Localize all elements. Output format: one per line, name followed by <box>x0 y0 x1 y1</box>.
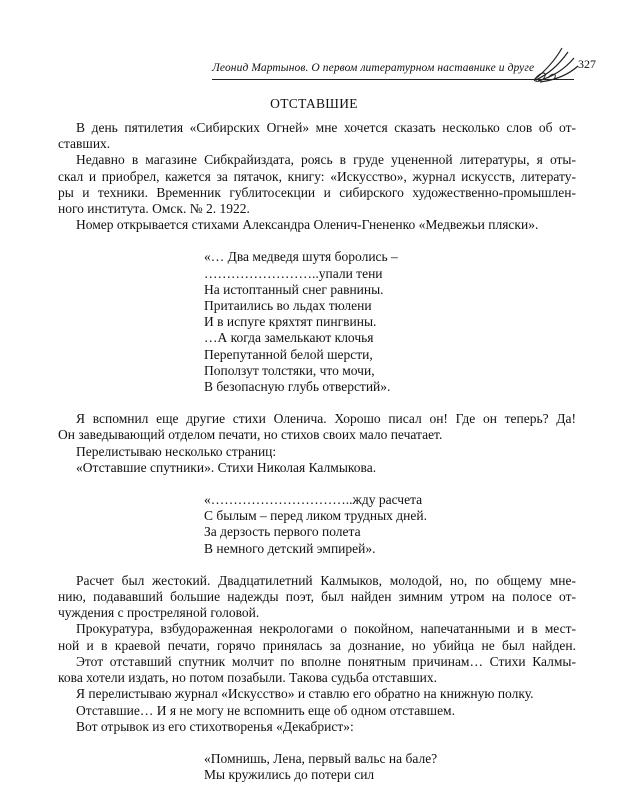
text-line: Перелистываю несколько страниц: <box>76 443 277 459</box>
verse-line: Перепутанной белой шерсти, <box>204 346 373 362</box>
text-line: В день пятилетия «Сибирских Огней» мне хочется сказать несколько слов об от- <box>76 120 576 135</box>
text-line: Расчет был жестокий. Двадцатилетний Калмыков, молодой, но, по общему мне- <box>76 572 576 588</box>
text-line: чуждения с простреляной головой. <box>58 605 260 621</box>
page-number: 327 <box>578 57 596 71</box>
stanza-gap <box>58 233 576 249</box>
text-line: Этот отставший спутник молчит по вполне понятным причинам… Стихи Калмы- <box>76 653 576 669</box>
text-line: нию, подававший большие надежды поэт, был найден зимним утром на полосе от- <box>58 589 576 605</box>
verse-line: ……………………..упали тени <box>204 265 383 281</box>
running-title: Леонид Мартынов. О первом литературном наставнике и друге <box>212 62 535 74</box>
text-line: Отставшие… И я не могу не вспомнить еще об одном отставшем. <box>76 702 455 718</box>
stanza-gap <box>58 476 576 492</box>
verse-line: «Помнишь, Лена, первый вальс на бале? <box>204 750 438 766</box>
article-body <box>58 120 576 783</box>
verse-line: …А когда замелькают клочья <box>204 330 374 346</box>
header-rule <box>212 79 574 80</box>
text-line: Я вспомнил еще другие стихи Оленича. Хорошо писал он! Где он теперь? Да! <box>76 411 576 427</box>
verse-line: Притаились во льдах тюлени <box>204 298 372 314</box>
verse-line: Поползут толстяки, что мочи, <box>204 362 375 378</box>
text-line: Недавно в магазине Сибкрайиздата, роясь в груде уцененной литературы, я оты- <box>76 152 576 168</box>
verse-line: В безопасную глубь отверстий». <box>204 379 391 395</box>
text-line: Вот отрывок из его стихотворенья «Декабрист»: <box>76 718 354 734</box>
text-line: Прокуратура, взбудораженная некрологами о покойном, напечатанными и в мест- <box>76 621 576 637</box>
text-line: ры и техники. Временник гублитосекции и сибирского художественно-промышлен- <box>58 184 576 200</box>
stanza-gap <box>58 557 576 573</box>
verse-line: «…………………………..жду расчета <box>204 492 423 508</box>
stanza-gap <box>58 735 576 751</box>
article-title: ОТСТАВШИЕ <box>270 96 358 111</box>
text-line: ной и в краевой печати, горячо принялась за дознание, но убийца не был найден. <box>58 637 576 653</box>
verse-line: За дерзость первого полета <box>204 524 361 540</box>
text-line: ставших. <box>58 136 111 152</box>
verse-line: «… Два медведя шутя боролись – <box>204 249 398 265</box>
verse-line: В немного детский эмпирей». <box>204 540 376 556</box>
verse-line: И в испуге кряхтят пингвины. <box>204 314 377 330</box>
swirl-ornament-icon <box>532 42 582 84</box>
verse-line: С былым – перед ликом трудных дней. <box>204 508 427 524</box>
verse-line: Мы кружились до потери сил <box>204 767 375 783</box>
text-line: Он заведывающий отделом печати, но стихов своих мало печатает. <box>58 427 443 443</box>
text-line: скал и приобрел, кажется за пятачок, книгу: «Искусство», журнал искусств, литерату- <box>58 168 576 184</box>
text-line: «Отставшие спутники». Стихи Николая Калмыкова. <box>76 459 377 475</box>
verse-line: На истоптанный снег равнины. <box>204 281 384 297</box>
text-line: Я перелистываю журнал «Искусство» и ставлю его обратно на книжную полку. <box>76 686 534 702</box>
text-line: ного института. Омск. № 2. 1922. <box>58 201 250 217</box>
text-line: Номер открывается стихами Александра Оленич-Гнененко «Медвежьи пляски». <box>76 217 539 233</box>
stanza-gap <box>58 395 576 411</box>
text-line: кова хотели издать, но потом позабыли. Такова судьба отставших. <box>58 670 437 686</box>
